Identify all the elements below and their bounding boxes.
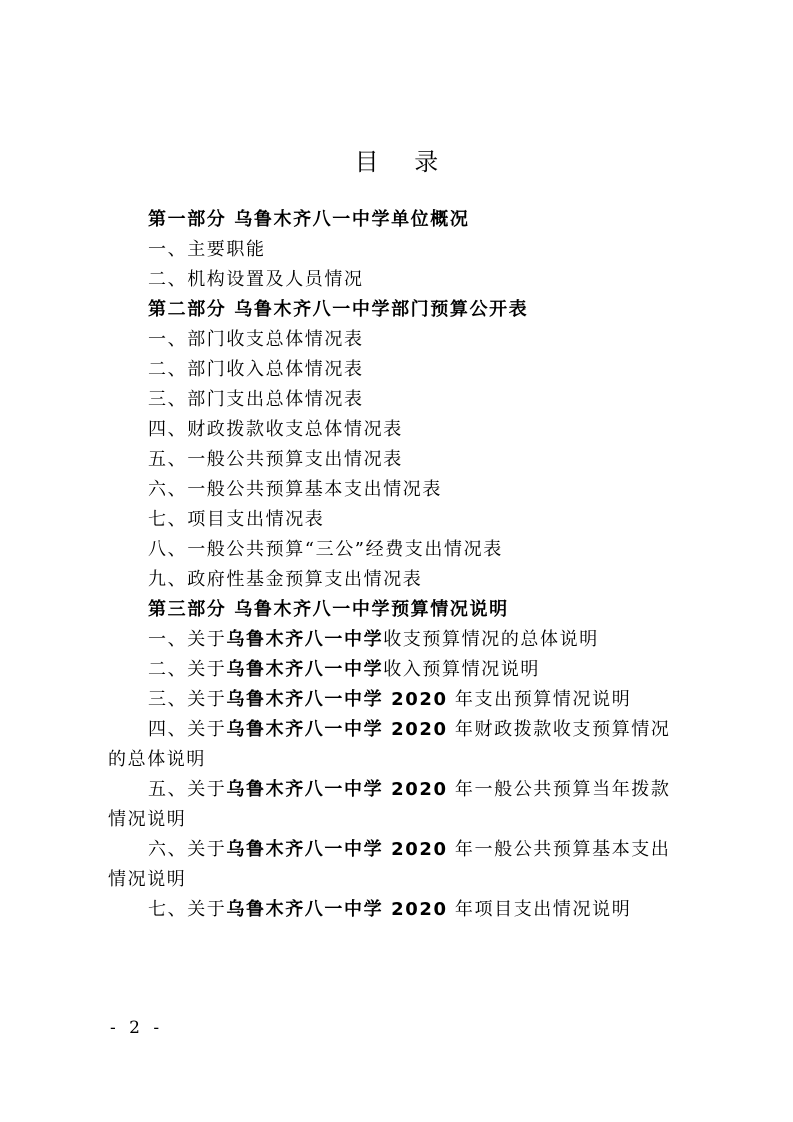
toc-item-prefix: 三、关于 [148, 689, 227, 710]
toc-item [108, 835, 703, 865]
toc-item-continuation: 的总体说明 [108, 749, 206, 770]
toc-item-rest: 收支预算情况的总体说明 [383, 629, 599, 650]
toc-item-rest: 年支出预算情况说明 [447, 689, 632, 710]
toc-item-prefix: 一、关于 [148, 629, 227, 650]
toc-item [108, 685, 703, 715]
toc-item: 一、部门收支总体情况表 [148, 329, 364, 350]
toc-item-org: 乌鲁木齐八一中学 2020 [226, 839, 448, 860]
toc-item-prefix: 五、关于 [148, 779, 227, 800]
toc-item [108, 775, 703, 805]
table-of-contents [108, 205, 703, 925]
toc-item-prefix: 六、关于 [148, 839, 227, 860]
page-number: - 2 - [110, 1018, 164, 1038]
toc-item-rest: 年财政拨款收支预算情况 [447, 719, 671, 740]
toc-item-org: 乌鲁木齐八一中学 2020 [226, 689, 448, 710]
toc-item-org: 乌鲁木齐八一中学 2020 [226, 779, 448, 800]
toc-part-heading: 第二部分 乌鲁木齐八一中学部门预算公开表 [148, 299, 529, 320]
toc-item [108, 655, 703, 685]
toc-item-prefix: 七、关于 [148, 899, 227, 920]
toc-item-continuation: 情况说明 [108, 809, 187, 830]
toc-item: 二、机构设置及人员情况 [148, 269, 364, 290]
page-title: 目 录 [354, 148, 453, 176]
toc-item-rest: 年一般公共预算当年拨款 [447, 779, 671, 800]
toc-part-heading: 第一部分 乌鲁木齐八一中学单位概况 [148, 209, 470, 230]
toc-item-rest: 年项目支出情况说明 [447, 899, 632, 920]
toc-item [108, 715, 703, 745]
toc-item-org: 乌鲁木齐八一中学 2020 [226, 719, 448, 740]
toc-part-heading: 第三部分 乌鲁木齐八一中学预算情况说明 [148, 599, 509, 620]
toc-item [108, 625, 703, 655]
toc-item-org: 乌鲁木齐八一中学 [226, 629, 384, 650]
toc-item-rest: 收入预算情况说明 [383, 659, 541, 680]
toc-item-continuation: 情况说明 [108, 869, 187, 890]
toc-item-rest: 年一般公共预算基本支出 [447, 839, 671, 860]
toc-item: 二、部门收入总体情况表 [148, 359, 364, 380]
toc-item [108, 895, 703, 925]
toc-item: 九、政府性基金预算支出情况表 [148, 569, 423, 590]
toc-item: 八、一般公共预算“三公”经费支出情况表 [148, 539, 503, 560]
toc-item: 七、项目支出情况表 [148, 509, 325, 530]
toc-item: 四、财政拨款收支总体情况表 [148, 419, 403, 440]
toc-item: 五、一般公共预算支出情况表 [148, 449, 403, 470]
toc-item: 六、一般公共预算基本支出情况表 [148, 479, 442, 500]
toc-item-prefix: 四、关于 [148, 719, 227, 740]
toc-item: 一、主要职能 [148, 239, 266, 260]
toc-item: 三、部门支出总体情况表 [148, 389, 364, 410]
toc-item-prefix: 二、关于 [148, 659, 227, 680]
toc-item-org: 乌鲁木齐八一中学 [226, 659, 384, 680]
toc-item-org: 乌鲁木齐八一中学 2020 [226, 899, 448, 920]
